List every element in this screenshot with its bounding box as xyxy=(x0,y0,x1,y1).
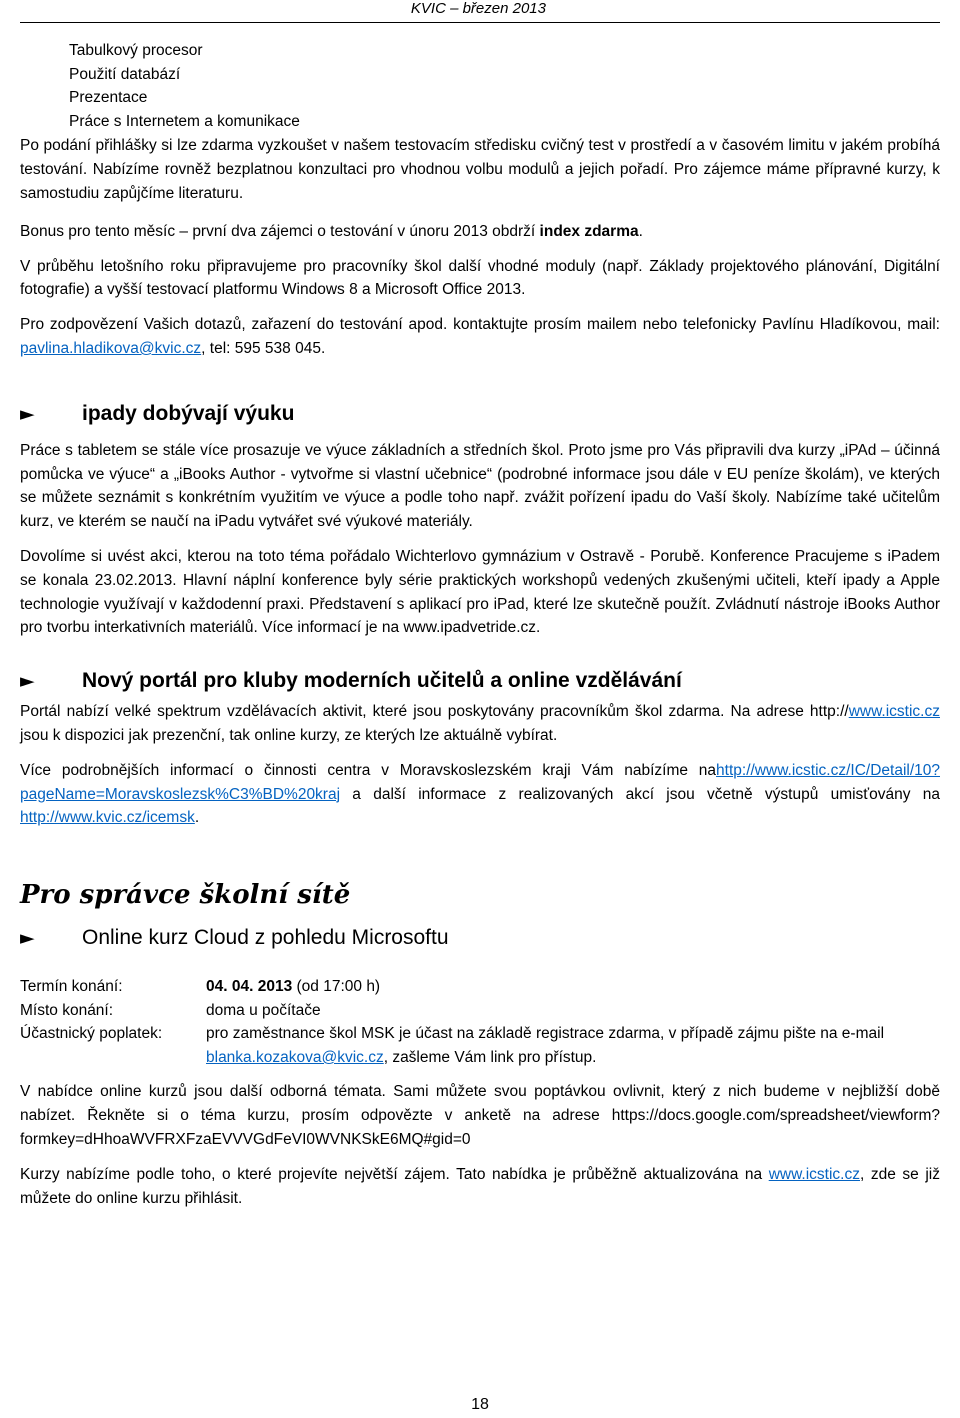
portal-text-end: jsou k dispozici jak prezenční, tak online kurzy, ze kterých lze aktuálně vybírat. xyxy=(20,726,558,744)
portal-more-end: . xyxy=(194,809,200,827)
list-item: Tabulkový procesor xyxy=(69,42,203,59)
fee-label: Účastnický poplatek: xyxy=(20,1025,163,1043)
term-label: Termín konání: xyxy=(20,978,123,996)
list-item: Prezentace xyxy=(69,89,148,107)
icstic-link[interactable]: www.icstic.cz xyxy=(848,703,940,721)
contact-text: Pro zodpovězení Vašich dotazů, zařazení do testování apod. kontaktujte prosím mailem nebo telefonicky Pavlínu Hladíkovou, mail: xyxy=(20,316,940,334)
portal-more-text: Více podrobnějších informací o činnosti centra v Moravskoslezském kraji Vám nabízíme na xyxy=(20,761,717,779)
term-value xyxy=(206,975,940,999)
place-value: doma u počítače xyxy=(206,1001,321,1019)
course-info-table xyxy=(20,975,940,1069)
intro-paragraph: Po podání přihlášky si lze zdarma vyzkoušet v našem testovacím středisku cvičný test v prostředí a v časovém limitu v jakém probíhá testování. Nabízíme rovněž bezplatnou konzultaci pro vhodnou volbu modulů a jejich pořadí. Pro zájemce máme přípravné kurzy, k samostudiu zapůjčíme literaturu. xyxy=(20,137,940,202)
portal-more-mid: a další informace z realizovaných akcí jsou včetně výstupů umisťovány na xyxy=(340,785,940,803)
admins-section-title: Pro správce školní sítě xyxy=(20,880,351,911)
header-title: KVIC – březen 2013 xyxy=(410,0,546,17)
table-row xyxy=(20,975,940,999)
cloud-course-heading-text: Online kurz Cloud z pohledu Microsoftu xyxy=(82,926,449,950)
ipad-heading-text: ipady dobývají výuku xyxy=(82,401,295,425)
portal-heading-text: Nový portál pro kluby moderních učitelů a online vzdělávání xyxy=(82,669,682,693)
document-body xyxy=(20,39,940,1210)
table-row xyxy=(20,999,940,1023)
kvic-icemsk-link[interactable]: http://www.kvic.cz/icemsk xyxy=(20,809,195,827)
fee-text: pro zaměstnance škol MSK je účast na základě registrace zdarma, v případě zájmu pište na e-mail xyxy=(206,1025,885,1043)
ipad-heading xyxy=(20,399,940,429)
kozakova-email-link[interactable]: blanka.kozakova@kvic.cz xyxy=(206,1048,384,1066)
bonus-end: . xyxy=(638,222,643,240)
ipad-paragraph-1: Práce s tabletem se stále více prosazuje ve výuce základních a středních škol. Proto jsme pro Vás připravili dva kurzy „iPAd – účinná pomůcka ve výuce“ a „iBooks Author - vytvořme si vlastní učebnice“ (podrobné informace jsou dále v EU peníze školám), ve kterých se můžete seznámit s konkrétním využitím ve výuce a podle toho např. zvážit pořízení ipadu do Vaší školy. Nabízíme také učitelům kurz, ve kterém se naučí na iPadu vytvářet své výukové materiály. xyxy=(20,441,940,531)
bonus-highlight: index zdarma xyxy=(539,222,639,240)
contact-email-link[interactable]: pavlina.hladikova@kvic.cz xyxy=(20,339,202,357)
list-item: Použití databází xyxy=(69,65,181,83)
intro-list xyxy=(20,39,940,133)
fee-text-end: , zašleme Vám link pro přístup. xyxy=(383,1048,597,1066)
icstic-detail-link[interactable]: http://www.icstic.cz/IC/Detail/10?pageName=Moravskoslezsk%C3%BD%20kraj xyxy=(20,761,940,803)
arrow-icon: ► xyxy=(20,670,35,693)
contact-paragraph xyxy=(20,313,940,361)
page-header xyxy=(20,0,940,23)
contact-end: , tel: 595 538 045. xyxy=(201,339,326,357)
arrow-icon: ► xyxy=(20,402,35,425)
bonus-text: Bonus pro tento měsíc – první dva zájemci o testování v únoru 2013 obdrží xyxy=(20,222,540,240)
portal-paragraph-2 xyxy=(20,759,940,830)
icstic-link-2[interactable]: www.icstic.cz xyxy=(768,1165,860,1183)
survey-paragraph: V nabídce online kurzů jsou další odborná témata. Sami můžete svou poptávkou ovlivnit, který z nich budeme v nejbližší době nabízet. Řekněte si o téma kurzu, prosím odpovězte v anketě na adrese https://docs.google.com/spreadsheet/viewform?formkey=dHhoaWVFRXFzaEVVVGdFeVI0WVNKSkE6MQ#gid=0 xyxy=(20,1083,940,1149)
portal-paragraph-1 xyxy=(20,700,940,748)
place-label: Místo konání: xyxy=(20,1001,114,1019)
plans-paragraph: V průběhu letošního roku připravujeme pro pracovníky škol další vhodné moduly (např. Základy projektového plánování, Digitální fotografie) a vyšší testovací platformu Windows 8 a Microsoft Office 2013. xyxy=(20,257,940,299)
term-date: 04. 04. 2013 xyxy=(206,978,293,996)
page-number: 18 xyxy=(471,1396,489,1413)
offer-end: , zde se již můžete do online kurzu přihlásit. xyxy=(20,1165,940,1207)
ipad-paragraph-2: Dovolíme si uvést akci, kterou na toto téma pořádalo Wichterlovo gymnázium v Ostravě - Porubě. Konference Pracujeme s iPadem se konala 23.02.2013. Hlavní náplní konference byly série praktických workshopů vedených zkušenými učiteli, kteří ipady a Apple technologie využívají v každodenní praxi. Představení s aplikací pro iPad, které lze skutečně použít. Zvládnutí nástroje iBooks Author pro tvorbu interkativních materiálů. Více informací je na www.ipadvetride.cz. xyxy=(20,547,940,637)
offer-paragraph xyxy=(20,1163,940,1211)
offer-text: Kurzy nabízíme podle toho, o které projevíte největší zájem. Tato nabídka je průběžně aktualizována na xyxy=(20,1165,769,1183)
bonus-paragraph xyxy=(20,220,940,244)
portal-heading xyxy=(20,666,940,696)
portal-text: Portál nabízí velké spektrum vzdělávacích aktivit, které jsou poskytovány pracovníkům škol zdarma. Na adrese http:// xyxy=(20,703,849,721)
fee-value xyxy=(206,1022,940,1069)
list-item: Práce s Internetem a komunikace xyxy=(69,112,300,130)
cloud-course-heading xyxy=(20,923,940,953)
term-time: (od 17:00 h) xyxy=(292,978,381,996)
arrow-icon: ► xyxy=(20,927,35,950)
table-row xyxy=(20,1022,940,1069)
